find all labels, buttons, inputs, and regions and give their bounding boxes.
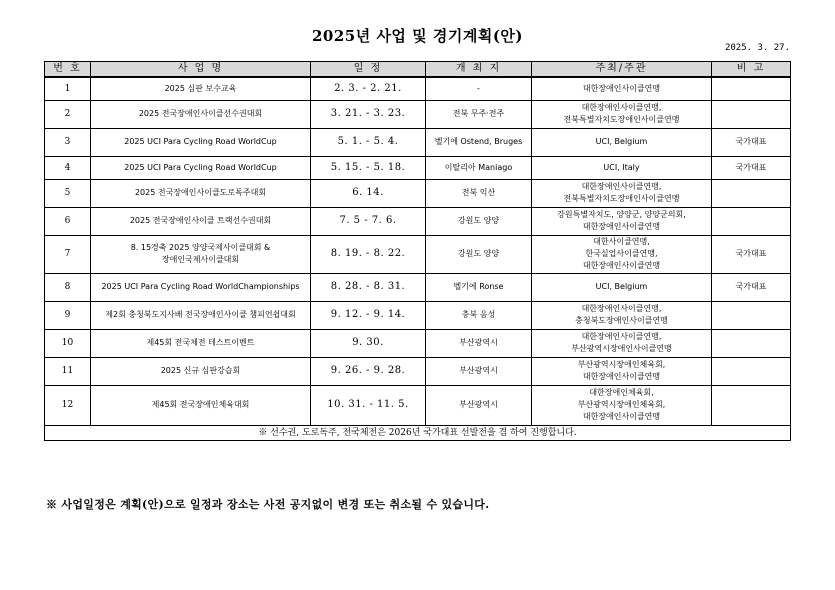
row-venue: -: [426, 77, 532, 100]
host-line: 충청북도장애인사이클연맹: [575, 316, 668, 325]
row-venue: 충북 음성: [426, 301, 532, 329]
row-host: [532, 329, 712, 357]
row-schedule: 9. 12. - 9. 14.: [311, 301, 426, 329]
row-remarks: 국가대표: [712, 128, 791, 156]
row-number: 12: [45, 385, 91, 425]
row-host: [532, 128, 712, 156]
row-project-name: 2025 UCI Para Cycling Road WorldCup: [91, 156, 311, 179]
footnote: ※ 사업일정은 계획(안)으로 일정과 장소는 사전 공지없이 변경 또는 취소될 수 있습니다.: [46, 498, 490, 511]
row-project-name: 2025 전국장애인사이클선수권대회: [91, 100, 311, 128]
host-line: 대한장애인사이클연맹: [582, 222, 661, 231]
row-schedule: 6. 14.: [311, 179, 426, 207]
row-host: [532, 301, 712, 329]
row-venue: 강원도 양양: [426, 235, 532, 273]
row-host: [532, 77, 712, 100]
table-note-row: [45, 425, 791, 440]
header-host: 주최/주관: [532, 62, 712, 78]
host-line: 부산광역시장애인체육회,: [577, 360, 666, 369]
table-row: [45, 179, 791, 207]
row-schedule: 2. 3. - 2. 21.: [311, 77, 426, 100]
row-project-name: 2025 전국장애인사이클도로독주대회: [91, 179, 311, 207]
row-remarks: [712, 385, 791, 425]
table-note: ※ 선수권, 도로독주, 전국체전은 2026년 국가대표 선발전을 겸 하여 진행합니다.: [45, 425, 791, 440]
row-remarks: 국가대표: [712, 273, 791, 301]
row-host: [532, 207, 712, 235]
host-line: 대한장애인사이클연맹: [582, 83, 661, 93]
row-project-name: 8. 15경축 2025 양양국제사이클대회 & 장애인국제사이클대회: [91, 235, 311, 273]
table-header-row: [45, 62, 791, 78]
row-schedule: 8. 19. - 8. 22.: [311, 235, 426, 273]
host-line: 대한장애인사이클연맹: [582, 372, 661, 381]
row-venue: 부산광역시: [426, 357, 532, 385]
row-schedule: 8. 28. - 8. 31.: [311, 273, 426, 301]
table-row: [45, 301, 791, 329]
row-project-name: 제45회 전국장애인체육대회: [91, 385, 311, 425]
host-line: 대한장애인체육회,: [589, 388, 654, 397]
row-number: 8: [45, 273, 91, 301]
row-number: 10: [45, 329, 91, 357]
row-project-name: 제2회 충청북도지사배 전국장애인사이클 챔피언쉽대회: [91, 301, 311, 329]
row-host: [532, 357, 712, 385]
row-venue: 벨기에 Ostend, Bruges: [426, 128, 532, 156]
document-date: 2025. 3. 27.: [724, 43, 790, 53]
host-line: 대한장애인사이클연맹,: [581, 304, 662, 313]
row-schedule: 7. 5 - 7. 6.: [311, 207, 426, 235]
table-row: [45, 207, 791, 235]
host-line: 대한장애인사이클연맹,: [581, 332, 662, 341]
row-host: [532, 235, 712, 273]
row-number: 7: [45, 235, 91, 273]
row-project-name: 2025 심판 보수교육: [91, 77, 311, 100]
header-project-name: 사 업 명: [91, 62, 311, 78]
row-schedule: 10. 31. - 11. 5.: [311, 385, 426, 425]
row-project-name: 2025 신규 심판강습회: [91, 357, 311, 385]
row-venue: 이탈리아 Maniago: [426, 156, 532, 179]
row-venue: 전북 익산: [426, 179, 532, 207]
table-row: [45, 273, 791, 301]
row-remarks: [712, 77, 791, 100]
row-project-name: 2025 UCI Para Cycling Road WorldChampionships: [91, 273, 311, 301]
row-remarks: 국가대표: [712, 235, 791, 273]
row-number: 5: [45, 179, 91, 207]
row-project-name: 2025 전국장애인사이클 트랙선수권대회: [91, 207, 311, 235]
host-line: UCI, Belgium: [595, 137, 648, 146]
row-host: [532, 273, 712, 301]
table-row: [45, 128, 791, 156]
row-venue: 부산광역시: [426, 385, 532, 425]
table-row: [45, 385, 791, 425]
host-line: 대한장애인사이클연맹: [582, 412, 661, 421]
row-project-name: 제45회 전국체전 테스트이벤트: [91, 329, 311, 357]
host-line: 한국실업사이클연맹,: [585, 249, 658, 258]
host-line: 대한장애인사이클연맹,: [581, 182, 662, 191]
table-row: [45, 100, 791, 128]
row-venue: 강원도 양양: [426, 207, 532, 235]
host-line: 대한장애인사이클연맹,: [581, 103, 662, 112]
row-number: 4: [45, 156, 91, 179]
row-host: [532, 385, 712, 425]
table-row: [45, 156, 791, 179]
row-number: 11: [45, 357, 91, 385]
table-row: [45, 329, 791, 357]
row-remarks: [712, 207, 791, 235]
row-schedule: 9. 26. - 9. 28.: [311, 357, 426, 385]
table-row: [45, 77, 791, 100]
row-remarks: [712, 100, 791, 128]
row-host: [532, 100, 712, 128]
host-line: 대한장애인사이클연맹: [582, 261, 661, 270]
page-title: 2025년 사업 및 경기계획(안): [311, 27, 524, 45]
row-number: 6: [45, 207, 91, 235]
row-number: 1: [45, 77, 91, 100]
row-schedule: 5. 15. - 5. 18.: [311, 156, 426, 179]
row-remarks: [712, 357, 791, 385]
row-schedule: 5. 1. - 5. 4.: [311, 128, 426, 156]
row-schedule: 3. 21. - 3. 23.: [311, 100, 426, 128]
header-venue: 개 최 지: [426, 62, 532, 78]
row-project-name: 2025 UCI Para Cycling Road WorldCup: [91, 128, 311, 156]
header-number: 번 호: [45, 62, 91, 78]
host-line: 강원특별자치도, 양양군, 양양군의회,: [557, 210, 686, 219]
row-remarks: 국가대표: [712, 156, 791, 179]
host-line: 부산광역시장애인사이클연맹: [571, 344, 672, 353]
host-line: 부산광역시장애인체육회,: [577, 400, 666, 409]
host-line: UCI, Belgium: [595, 282, 648, 291]
host-line: 대한사이클연맹,: [593, 237, 650, 246]
header-remarks: 비 고: [712, 62, 791, 78]
host-line: 전북특별자치도장애인사이클연맹: [563, 115, 680, 124]
table-row: [45, 357, 791, 385]
row-remarks: [712, 301, 791, 329]
row-host: [532, 156, 712, 179]
header-schedule: 일 정: [311, 62, 426, 78]
row-schedule: 9. 30.: [311, 329, 426, 357]
host-line: UCI, Italy: [603, 162, 640, 172]
row-remarks: [712, 329, 791, 357]
row-remarks: [712, 179, 791, 207]
table-body: [45, 77, 791, 425]
row-venue: 벨기에 Ronse: [426, 273, 532, 301]
schedule-table: [44, 61, 791, 441]
row-venue: 전북 무주·전주: [426, 100, 532, 128]
row-venue: 부산광역시: [426, 329, 532, 357]
row-number: 3: [45, 128, 91, 156]
row-host: [532, 179, 712, 207]
row-number: 2: [45, 100, 91, 128]
table-row: [45, 235, 791, 273]
row-number: 9: [45, 301, 91, 329]
host-line: 전북특별자치도장애인사이클연맹: [563, 194, 680, 203]
